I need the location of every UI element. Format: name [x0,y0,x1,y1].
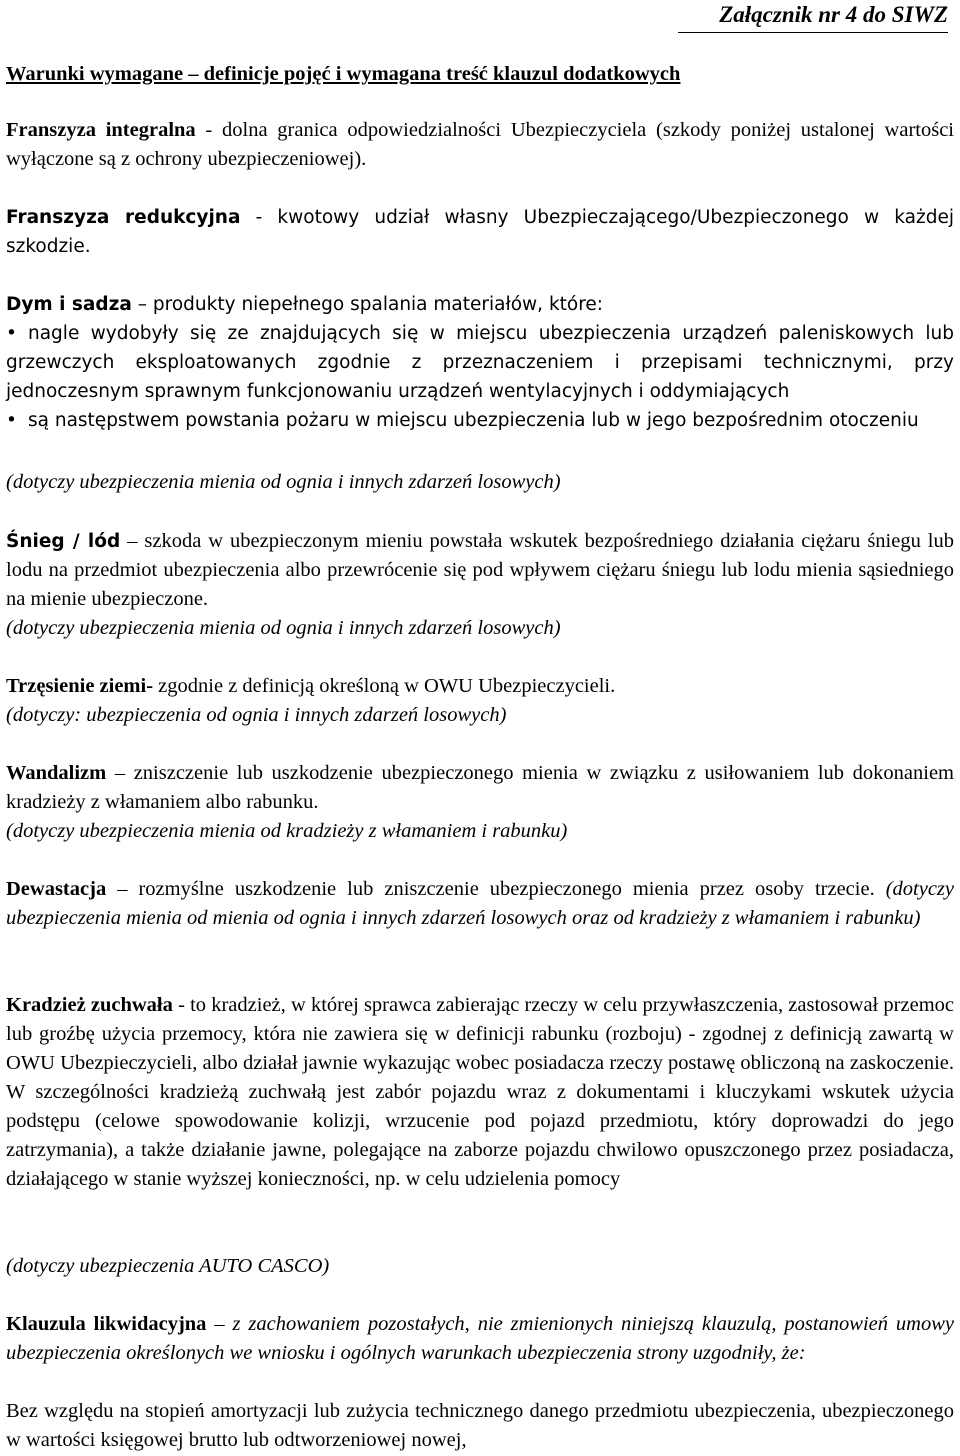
bullet-list [6,319,954,435]
list-item: • są następstwem powstania pożaru w miejscu ubezpieczenia lub w jego bezpośrednim otoczeniu [6,406,954,435]
definition-snieg-lod [6,527,954,614]
definition-note: (dotyczy ubezpieczenia mienia od mienia od ognia i innych zdarzeń losowych oraz od kradzieży z włamaniem i rabunku) [6,878,954,929]
document-title: Warunki wymagane – definicje pojęć i wymagana treść klauzul dodatkowych [6,63,681,85]
term: Śnieg / lód [6,531,121,552]
bullet-icon: • [6,410,17,431]
definition-text: – zniszczenie lub uszkodzenie ubezpieczonego mienia w związku z usiłowaniem lub dokonaniem kradzieży z włamaniem albo rabunku. [6,762,954,813]
definition-note: (dotyczy ubezpieczenia mienia od kradzieży z włamaniem i rabunku) [6,820,568,842]
annex-label: Załącznik nr 4 do SIWZ [678,0,948,33]
term: Kradzież zuchwała [6,994,173,1016]
term: Franszyza integralna [6,119,196,141]
definition-wandalizm [6,759,954,817]
term: Trzęsienie ziemi- [6,675,154,697]
definition-text: - dolna granica odpowiedzialności Ubezpieczyciela (szkody poniżej ustalonej wartości wyłączone są z ochrony ubezpieczeniowej). [6,119,954,170]
clause-intro: – z zachowaniem pozostałych, nie zmienionych niniejszą klauzulą, postanowień umowy ubezpieczenia określonych we wniosku i ogólnych warunkach ubezpieczenia strony uzgodniły, że: [6,1313,954,1364]
definition-text: – rozmyślne uszkodzenie lub zniszczenie ubezpieczonego mienia przez osoby trzecie. [106,878,886,900]
definition-dewastacja [6,875,954,933]
clause-text: Bez względu na stopień amortyzacji lub zużycia technicznego danego przedmiotu ubezpieczenia, ubezpieczonego w wartości księgowej brutto lub odtworzeniowej nowej, [6,1400,954,1451]
definition-text: – produkty niepełnego spalania materiałów, które: [131,294,604,315]
definition-dym-i-sadza [6,290,954,435]
definition-text: zgodnie z definicją określoną w OWU Ubezpieczycieli. [153,675,616,697]
term: Dym i sadza [6,294,132,315]
definition-text: - kwotowy udział własny Ubezpieczającego/Ubezpieczonego w każdej szkodzie. [6,207,954,257]
definition-note: (dotyczy ubezpieczenia mienia od ognia i innych zdarzeń losowych) [6,471,561,493]
definition-franszyza-integralna [6,116,954,174]
term: Franszyza redukcyjna [6,207,241,228]
definition-note: (dotyczy ubezpieczenia AUTO CASCO) [6,1255,330,1277]
definition-text: - to kradzież, w której sprawca zabierając rzeczy w celu przywłaszczenia, zastosował przemoc lub groźbę użycia przemocy, która nie zawiera się w definicji rabunku (rozboju) - zgodnej z definicją zawartą w OWU Ubezpieczycieli, albo działał jawnie wykazując wobec posiadacza rzeczy postawę obliczoną na zaskoczenie. W szczególności kradzieżą zuchwałą jest zabór pojazdu wraz z dokumentami i kluczykami wskutek użycia podstępu (celowe spowodowanie kolizji, wrzucenie pod pojazd przedmiotu, który doprowadzi do jego zatrzymania), a także działanie jawne, polegające na zaborze pojazdu chwilowo opuszczonego przez posiadacza, działającego w stanie wyższej konieczności, np. w celu udzielenia pomocy [6,994,954,1190]
term: Dewastacja [6,878,107,900]
term: Wandalizm [6,762,107,784]
term: Klauzula likwidacyjna [6,1313,207,1335]
definition-note: (dotyczy ubezpieczenia mienia od ognia i innych zdarzeń losowych) [6,617,561,639]
definition-note: (dotyczy: ubezpieczenia od ognia i innych zdarzeń losowych) [6,704,507,726]
bullet-icon: • [6,323,17,344]
list-item: • nagle wydobyły się ze znajdujących się w miejscu ubezpieczenia urządzeń paleniskowych lub grzewczych eksploatowanych zgodnie z przeznaczeniem i przepisami technicznymi, przy jednoczesnym sprawnym funkcjonowaniu urządzeń wentylacyjnych i oddymiających [6,319,954,406]
definition-text: – szkoda w ubezpieczonym mieniu powstała wskutek bezpośredniego działania ciężaru śniegu lub lodu na przedmiot ubezpieczenia albo przewrócenie się pod wpływem ciężaru śniegu lub lodu mienia sąsiedniego na mienie ubezpieczone. [6,530,955,610]
definition-franszyza-redukcyjna [6,203,954,261]
clause-likwidacyjna [6,1310,954,1368]
definition-trzesienie-ziemi [6,672,954,701]
definition-kradziez-zuchwala [6,991,954,1194]
